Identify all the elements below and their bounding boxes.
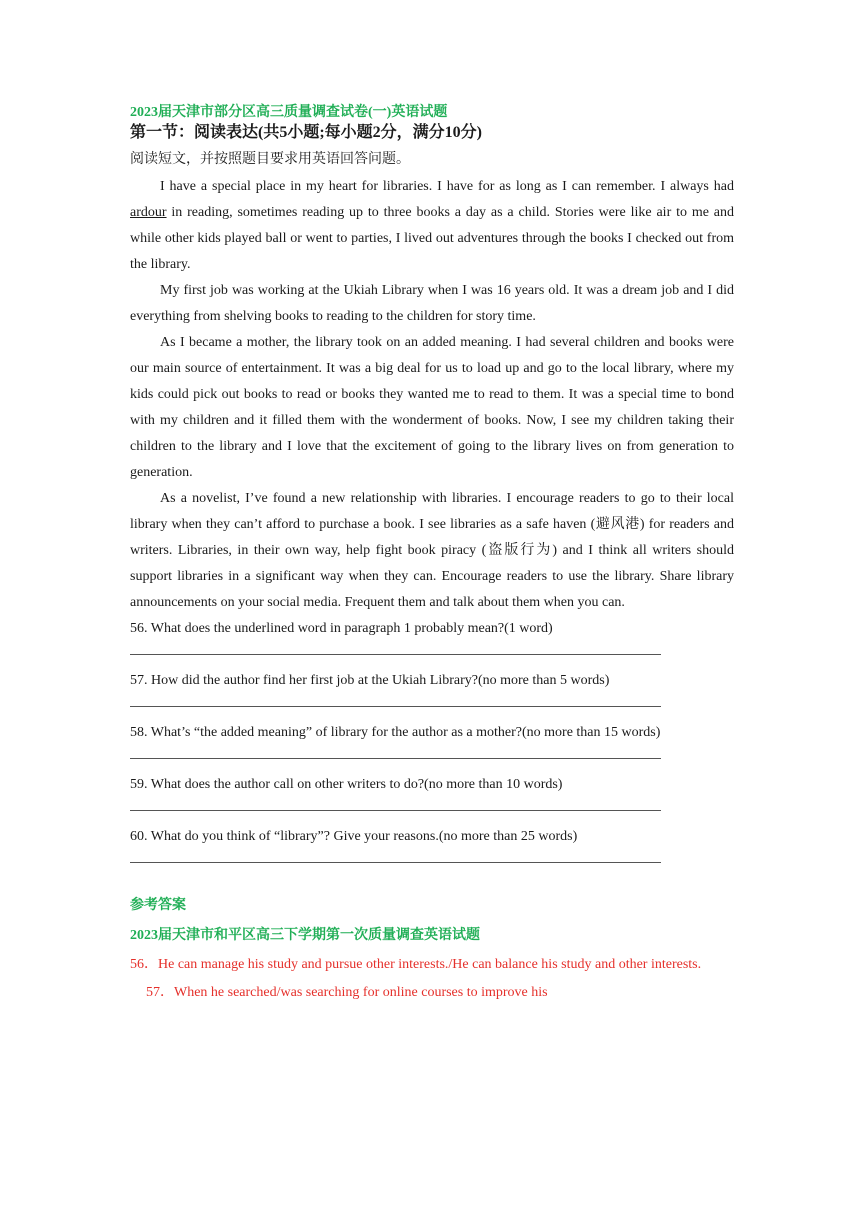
passage-paragraph-2: My first job was working at the Ukiah Library when I was 16 years old. It was a dream job and I did everything from shelving books to reading to the children for story time. xyxy=(130,283,734,324)
question-60: 60. What do you think of “library”? Give your reasons.(no more than 25 words) xyxy=(130,829,578,844)
passage-paragraph-1 xyxy=(130,174,734,278)
paragraph-1-start: I have a special place in my heart for libraries. I have for as long as I can remember. I always had xyxy=(160,179,734,194)
answer-key-subtitle: 2023届天津市和平区高三下学期第一次质量调查英语试题 xyxy=(130,928,480,943)
answer-key-heading: 参考答案 xyxy=(130,898,186,913)
section-heading: 第一节：阅读表达(共5小题;每小题2分，满分10分) xyxy=(130,124,482,141)
question-58: 58. What’s “the added meaning” of library for the author as a mother?(no more than 15 words) xyxy=(130,725,661,740)
answer-line-60[interactable] xyxy=(130,850,661,863)
answer-line-58[interactable] xyxy=(130,746,661,759)
instruction-text: 阅读短文，并按照题目要求用英语回答问题。 xyxy=(130,152,410,167)
document-title: 2023届天津市部分区高三质量调查试卷(一)英语试题 xyxy=(130,105,448,120)
passage-paragraph-3: As I became a mother, the library took on an added meaning. I had several children and books were our main source of entertainment. It was a big deal for us to load up and go to the local library, where my kids could pick out books to read or books they wanted me to read to them. It was a special time to bond with my children and it filled them with the wonderment of books. Now, I see my children taking their children to the library and I love that the excitement of going to the library lives on from generation to generation. xyxy=(130,335,734,480)
answer-key-section xyxy=(130,891,734,1007)
document-page xyxy=(130,104,734,1007)
passage-paragraph-4: As a novelist, I’ve found a new relationship with libraries. I encourage readers to go to their local library when they can’t afford to purchase a book. I see libraries as a safe haven (避风港) for readers and writers. Libraries, in their own way, help fight book piracy (盗版行为) and I think all writers should support libraries in a significant way when they can. Encourage readers to use the library. Share library announcements on your social media. Frequent them and talk about them when you can. xyxy=(130,491,734,610)
answer-56: 56．He can manage his study and pursue other interests./He can balance his study and other interests. xyxy=(130,957,702,972)
question-59: 59. What does the author call on other writers to do?(no more than 10 words) xyxy=(130,777,563,792)
question-56: 56. What does the underlined word in paragraph 1 probably mean?(1 word) xyxy=(130,621,553,636)
answer-line-59[interactable] xyxy=(130,798,661,811)
answer-line-56[interactable] xyxy=(130,642,661,655)
question-57: 57. How did the author find her first job at the Ukiah Library?(no more than 5 words) xyxy=(130,673,610,688)
paragraph-1-end: in reading, sometimes reading up to three books a day as a child. Stories were like air to me and while other kids played ball or went to parties, I lived out adventures through the books I checked out from the library. xyxy=(130,205,734,272)
underlined-word: ardour xyxy=(130,205,167,220)
answer-line-57[interactable] xyxy=(130,694,661,707)
questions-list xyxy=(130,616,734,863)
answer-57: 57．When he searched/was searching for online courses to improve his xyxy=(146,985,548,1000)
